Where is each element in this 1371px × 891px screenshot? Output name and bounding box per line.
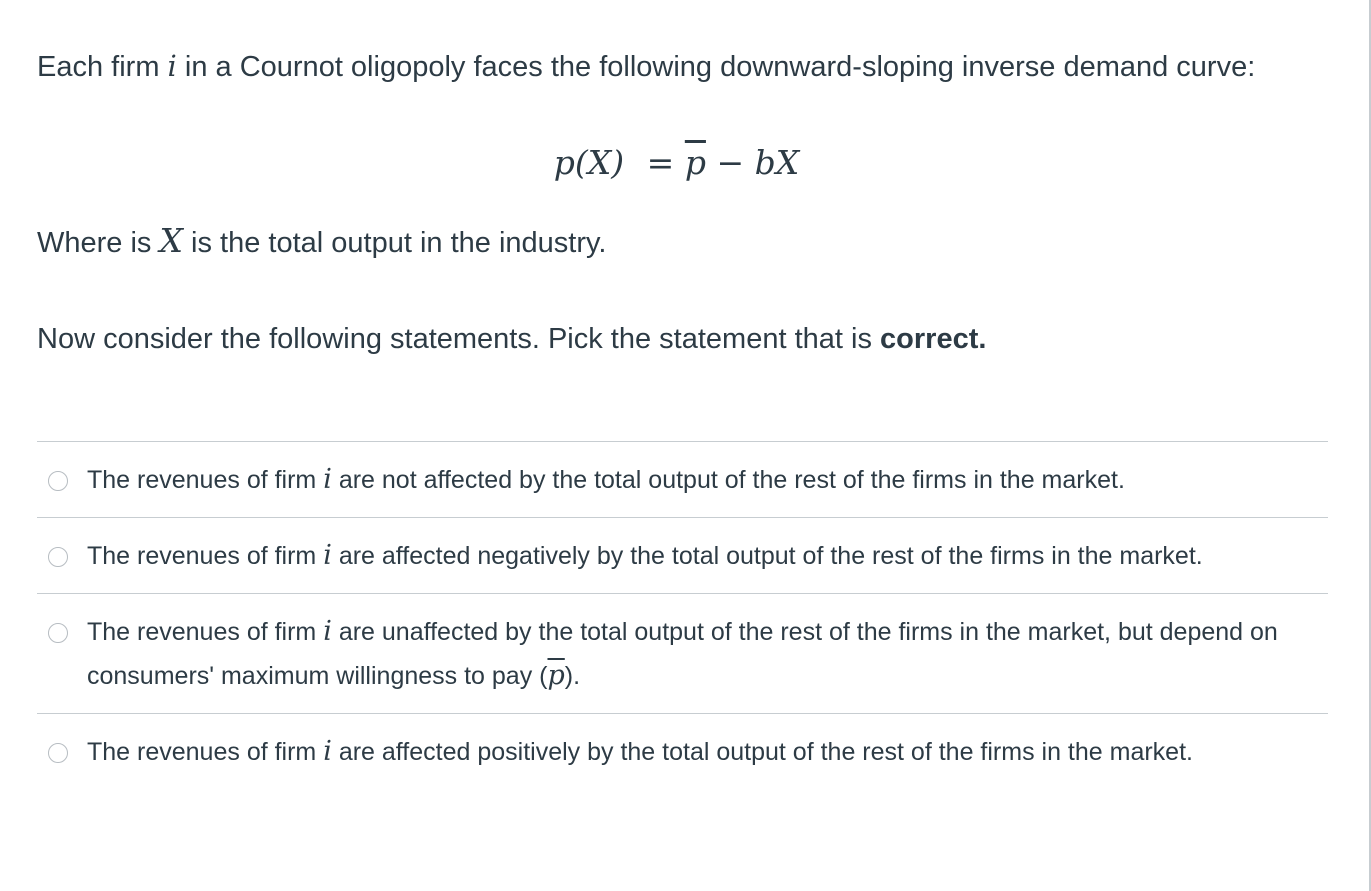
answer-text-before: The revenues of firm [87, 466, 317, 494]
question-prompt [37, 315, 1328, 363]
answer-text-before: The revenues of firm [87, 618, 317, 646]
answer-option-3[interactable] [37, 593, 1328, 713]
answer-text-close: ). [564, 662, 581, 690]
where-statement [37, 217, 1328, 267]
answer-label [87, 738, 1193, 766]
where-text-after: is the total output in the industry. [191, 227, 607, 259]
equation-equals: = [646, 143, 675, 182]
intro-text-after: in a Cournot oligopoly faces the following downward-sloping inverse demand curve: [184, 51, 1256, 83]
answer-math-var: i [323, 736, 332, 767]
answer-text-after: are affected negatively by the total output of the rest of the firms in the market. [338, 542, 1203, 570]
radio-button[interactable] [48, 471, 68, 491]
equation-bx: bX [754, 143, 800, 182]
answer-option-4[interactable] [37, 713, 1328, 789]
demand-equation [37, 139, 1328, 187]
answer-math-var: i [323, 616, 332, 647]
where-text-before: Where is [37, 227, 152, 259]
answer-text-before: The revenues of firm [87, 542, 317, 570]
answer-text-after: are unaffected by the total output of the rest of the firms in the market, but depend on consumers' maximum willingness to pay ( [87, 618, 1278, 690]
question-body [37, 0, 1328, 363]
answer-label [87, 618, 1278, 690]
answer-text-after: are affected positively by the total output of the rest of the firms in the market. [338, 738, 1193, 766]
intro-text-before: Each firm [37, 51, 160, 83]
prompt-text: Now consider the following statements. Pick the statement that is [37, 323, 872, 355]
answer-list [37, 441, 1328, 789]
where-math-var: X [159, 221, 183, 260]
answer-math-var: i [323, 540, 332, 571]
answer-text-after: are not affected by the total output of the rest of the firms in the market. [338, 466, 1125, 494]
intro-math-var: i [167, 49, 177, 83]
radio-button[interactable] [48, 743, 68, 763]
answer-label [87, 542, 1203, 570]
radio-button[interactable] [48, 547, 68, 567]
equation-minus: − [716, 143, 745, 182]
answer-option-1[interactable] [37, 441, 1328, 517]
equation-left: p(X) [553, 143, 625, 182]
prompt-bold: correct. [880, 323, 987, 355]
equation-pbar: $\overline{p}$ [684, 143, 706, 182]
answer-math-var: i [323, 464, 332, 495]
answer-option-2[interactable] [37, 517, 1328, 593]
answer-text-before: The revenues of firm [87, 738, 317, 766]
radio-button[interactable] [48, 623, 68, 643]
answer-math-pbar: $\overline{p}$ [547, 660, 565, 691]
answer-label [87, 466, 1125, 494]
question-intro [37, 0, 1328, 91]
